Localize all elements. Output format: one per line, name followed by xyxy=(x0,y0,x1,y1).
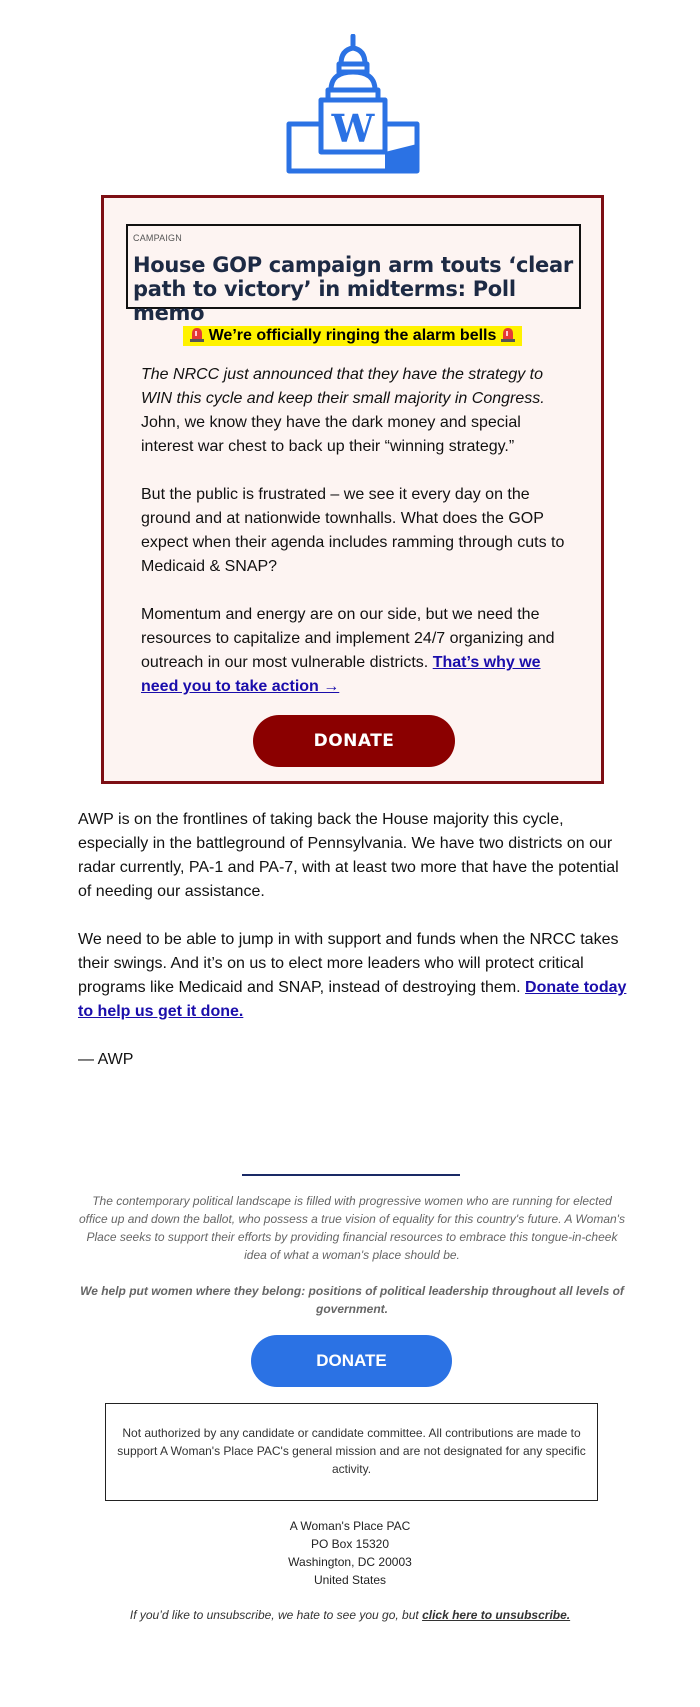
footer-tagline: We help put women where they belong: positions of political leadership throughout all levels of government. xyxy=(80,1284,624,1316)
signoff: — AWP xyxy=(78,1051,134,1068)
alarm-text: We’re officially ringing the alarm bells xyxy=(208,327,497,344)
address-line-4: United States xyxy=(313,1573,387,1587)
address-line-3: Washington, DC 20003 xyxy=(288,1555,412,1569)
body-paragraph-1: AWP is on the frontlines of taking back the House majority this cycle, especially in the battleground of Pennsylvania. We have two districts on our radar currently, PA-1 and PA-7, with at least two more that have the potential of needing our assistance. xyxy=(78,811,619,900)
footer-divider xyxy=(242,1174,460,1176)
card-paragraph-2: But the public is frustrated – we see it every day on the ground and at nationwide townhalls. What does the GOP expect when their agenda includes ramming through cuts to Medicaid & SNAP? xyxy=(141,486,565,575)
footer-description: The contemporary political landscape is filled with progressive women who are running for elected office up and down the ballot, who possess a true vision of equality for this country's future. A Woman's Place seeks to support their efforts by providing financial resources to embrace this tongue-in-cheek idea of what a woman's place should be. xyxy=(79,1194,625,1262)
siren-icon xyxy=(189,326,205,342)
alarm-highlight xyxy=(183,326,523,346)
take-action-link[interactable]: That’s why we need you to take action → xyxy=(141,654,541,695)
donate-button-footer[interactable]: DONATE xyxy=(251,1335,452,1387)
card-paragraph-1-italic: The NRCC just announced that they have the strategy to WIN this cycle and keep their small majority in Congress. xyxy=(141,366,545,407)
capitol-w-icon xyxy=(283,34,423,174)
card-paragraph-1 xyxy=(141,363,571,459)
body-paragraph-2-text: We need to be able to jump in with support and funds when the NRCC takes their swings. And it’s on us to elect more leaders who will protect critical programs like Medicaid and SNAP, instead of destroying them. xyxy=(78,931,619,996)
alarm-banner xyxy=(104,326,601,346)
donate-today-link[interactable]: Donate today to help us get it done. xyxy=(78,979,627,1020)
capitol-logo xyxy=(283,34,423,174)
body-paragraph-2 xyxy=(78,928,628,1024)
card-paragraph-3-text: Momentum and energy are on our side, but we need the resources to capitalize and implement 24/7 organizing and outreach in our most vulnerable districts. xyxy=(141,606,555,671)
card-paragraph-3 xyxy=(141,603,571,699)
address-line-2: PO Box 15320 xyxy=(310,1537,390,1551)
news-headline: House GOP campaign arm touts ‘clear path to victory’ in midterms: Poll memo xyxy=(133,253,573,325)
card-paragraph-1-rest: John, we know they have the dark money and special interest war chest to back up their “winning strategy.” xyxy=(141,414,521,455)
unsubscribe-line xyxy=(0,1606,700,1624)
unsubscribe-link[interactable]: click here to unsubscribe. xyxy=(422,1608,571,1622)
email-body xyxy=(78,808,628,1096)
headline-kicker: CAMPAIGN xyxy=(133,233,182,243)
donate-button-primary[interactable]: DONATE xyxy=(253,715,455,767)
address-line-1: A Woman's Place PAC xyxy=(289,1519,411,1533)
unsubscribe-text: If you’d like to unsubscribe, we hate to see you go, but xyxy=(129,1608,423,1622)
logo-letter: W xyxy=(331,106,375,151)
mailing-address xyxy=(0,1517,700,1589)
news-headline-box xyxy=(126,224,581,325)
legal-disclaimer: Not authorized by any candidate or candidate committee. All contributions are made to support A Woman's Place PAC's general mission and are not designated for any specific activity. xyxy=(105,1403,598,1501)
alert-card xyxy=(101,195,604,784)
card-body xyxy=(141,363,571,723)
siren-icon xyxy=(500,326,516,342)
